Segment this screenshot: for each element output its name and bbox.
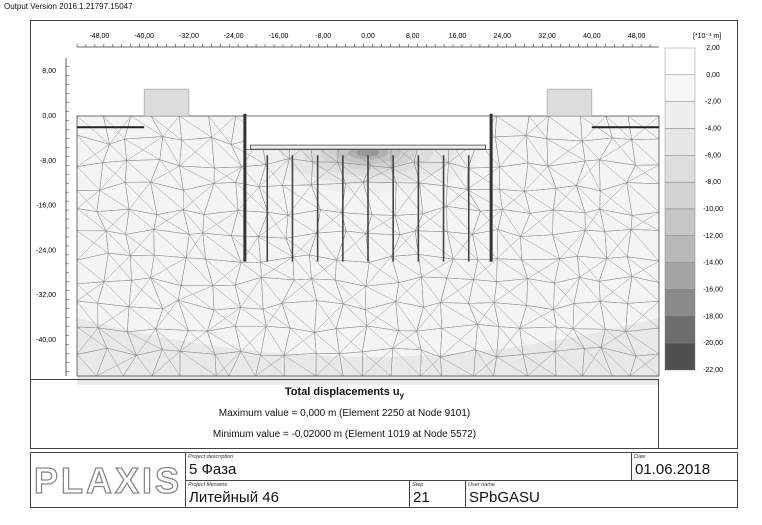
x-tick-label: -48,00	[89, 33, 110, 40]
y-tick-label: -32,00	[36, 292, 56, 300]
y-tick-label: -16,00	[36, 202, 56, 210]
step-cell: Step 21	[409, 480, 465, 507]
legend-swatch	[665, 209, 695, 236]
legend-label: -22,00	[703, 367, 723, 374]
results-panel	[30, 379, 659, 449]
y-axis	[36, 58, 69, 376]
date-value: 01.06.2018	[635, 461, 711, 478]
project-description: 5 Фаза	[189, 461, 237, 478]
adjacent-building	[144, 89, 189, 116]
x-tick-label: 0,00	[361, 33, 375, 40]
x-tick-label: 24,00	[493, 33, 512, 40]
legend-swatch	[665, 236, 695, 263]
legend-swatch	[665, 182, 695, 209]
legend-label: -2,00	[705, 98, 721, 106]
legend-label: -10,00	[703, 206, 723, 213]
legend-label: -18,00	[703, 313, 723, 321]
user-cell: User name SPbGASU	[465, 480, 737, 507]
step-value: 21	[413, 489, 430, 506]
legend-label: -14,00	[703, 259, 723, 267]
legend-label: -12,00	[703, 232, 723, 240]
legend-swatch	[665, 75, 695, 102]
excavation	[245, 116, 491, 150]
y-tick-label: 8,00	[42, 68, 56, 76]
y-tick-label: 0,00	[42, 113, 56, 120]
plaxis-logo: PLAXIS	[33, 460, 183, 501]
legend-swatch	[665, 155, 695, 182]
legend-swatch	[665, 102, 695, 129]
x-tick-label: -8,00	[315, 33, 332, 40]
legend-label: -4,00	[705, 125, 721, 133]
x-tick-label: 40,00	[583, 33, 601, 40]
project-description-cell: Project description 5 Фаза	[185, 453, 631, 480]
output-version: Output Version 2016.1.21797.15047	[4, 2, 133, 11]
x-tick-label: -16,00	[268, 33, 289, 40]
legend-unit: [*10⁻³ m]	[693, 33, 722, 40]
x-tick-label: -24,00	[223, 33, 244, 40]
legend-swatch	[665, 343, 695, 370]
x-tick-label: -32,00	[178, 33, 199, 40]
legend-swatch	[665, 263, 695, 290]
project-filename-cell: Project filename Литейный 46	[185, 480, 409, 507]
y-tick-label: -40,00	[36, 337, 56, 344]
x-tick-label: 48,00	[627, 33, 646, 40]
date-cell: Date 01.06.2018	[631, 453, 737, 480]
title-block	[30, 452, 738, 508]
legend-swatch	[665, 316, 695, 343]
project-filename: Литейный 46	[189, 489, 279, 506]
x-axis	[77, 33, 659, 47]
y-tick-label: -8,00	[40, 157, 56, 165]
x-tick-label: -40,00	[134, 33, 155, 40]
foundation-slab	[250, 145, 485, 149]
legend-bar	[665, 33, 723, 374]
legend-swatch	[665, 48, 695, 75]
legend-swatch	[665, 129, 695, 156]
legend-swatch	[665, 290, 695, 317]
adjacent-building	[547, 89, 592, 116]
results-title: Total displacements $u_y$	[284, 386, 405, 401]
x-tick-label: 32,00	[538, 33, 556, 40]
x-tick-label: 8,00	[405, 33, 420, 40]
legend-label: -6,00	[705, 152, 721, 160]
minimum-value: Minimum value = -0,02000 m (Element 1019 at Node 5572)	[212, 429, 477, 440]
legend-label: 0,00	[706, 71, 720, 79]
legend-label: -8,00	[705, 179, 721, 187]
user-value: SPbGASU	[469, 489, 540, 506]
y-tick-label: -24,00	[36, 247, 56, 255]
legend-label: -20,00	[703, 340, 723, 348]
x-tick-label: 16,00	[448, 33, 467, 40]
maximum-value: Maximum value = 0,000 m (Element 2250 at Node 9101)	[218, 408, 471, 419]
legend-label: -16,00	[703, 286, 723, 294]
legend-label: 2,00	[706, 45, 720, 52]
